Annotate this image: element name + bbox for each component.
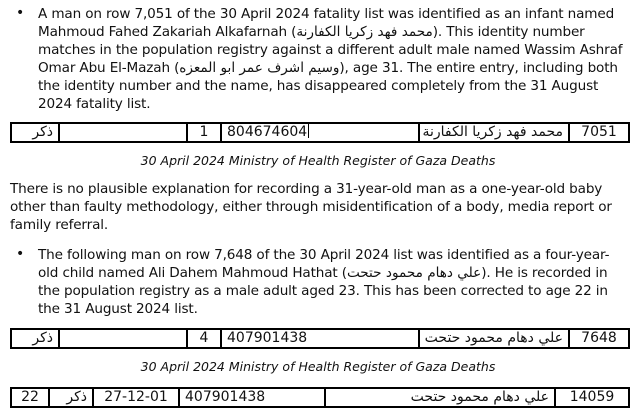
table-row [11, 329, 629, 348]
register-table-7051 [10, 122, 630, 143]
id-number-cell [221, 123, 419, 142]
row-number-cell: 14059 [555, 388, 629, 407]
age-cell: 22 [11, 388, 49, 407]
table-row [11, 123, 629, 142]
register-table-14059 [10, 387, 630, 408]
id-number-cell: 407901438 [221, 329, 419, 348]
name-cell: علي دهام محمود حتحت [325, 388, 555, 407]
table-row [11, 388, 629, 407]
row-number-cell: 7648 [569, 329, 629, 348]
register-table-7648 [10, 328, 630, 349]
bullet-marker: • [16, 246, 25, 262]
date-cell: 27-12-01 [93, 388, 179, 407]
id-number-cell: 407901438 [179, 388, 325, 407]
gender-cell: ذكر [49, 388, 93, 407]
gender-cell: ذكر [11, 123, 59, 142]
text-cursor [308, 124, 309, 138]
id-number-text: 804674604 [227, 124, 308, 140]
empty-cell [59, 329, 187, 348]
name-cell: محمد فهد زكريا الكفارنة [419, 123, 569, 142]
gender-cell: ذكر [11, 329, 59, 348]
figure-caption: 30 April 2024 Ministry of Health Register of Gaza Deaths [140, 153, 496, 168]
figure-caption: 30 April 2024 Ministry of Health Register of Gaza Deaths [140, 359, 496, 374]
bullet-marker: • [16, 5, 25, 21]
row-number-cell: 7051 [569, 123, 629, 142]
bullet-item-row-7051: A man on row 7,051 of the 30 April 2024 fatality list was identified as an infant named Mahmoud Fahed Zakariah Alkafarnah (محمد فهد زكريا الكفارنة). This identity number matches in the population registry against a different adult male named Wassim Ashraf Omar Abu El-Mazah (وسيم اشرف عمر ابو المعزه), age 31. The entire entry, including both the identity number and the name, has disappeared completely from the 31 August 2024 fatality list. [38, 6, 623, 112]
body-paragraph: There is no plausible explanation for recording a 31-year-old man as a one-year-old baby other than faulty methodology, either through misidentification of a body, media report or family referral. [10, 181, 612, 233]
empty-cell [59, 123, 187, 142]
age-cell: 4 [187, 329, 221, 348]
age-cell: 1 [187, 123, 221, 142]
bullet-item-row-7648: The following man on row 7,648 of the 30 April 2024 list was identified as a four-year-old child named Ali Dahem Mahmoud Hathat (علي دهام محمود حتحت). He is recorded in the population registry as a male adult aged 23. This has been corrected to age 22 in the 31 August 2024 list. [38, 247, 610, 317]
name-cell: علي دهام محمود حتحت [419, 329, 569, 348]
